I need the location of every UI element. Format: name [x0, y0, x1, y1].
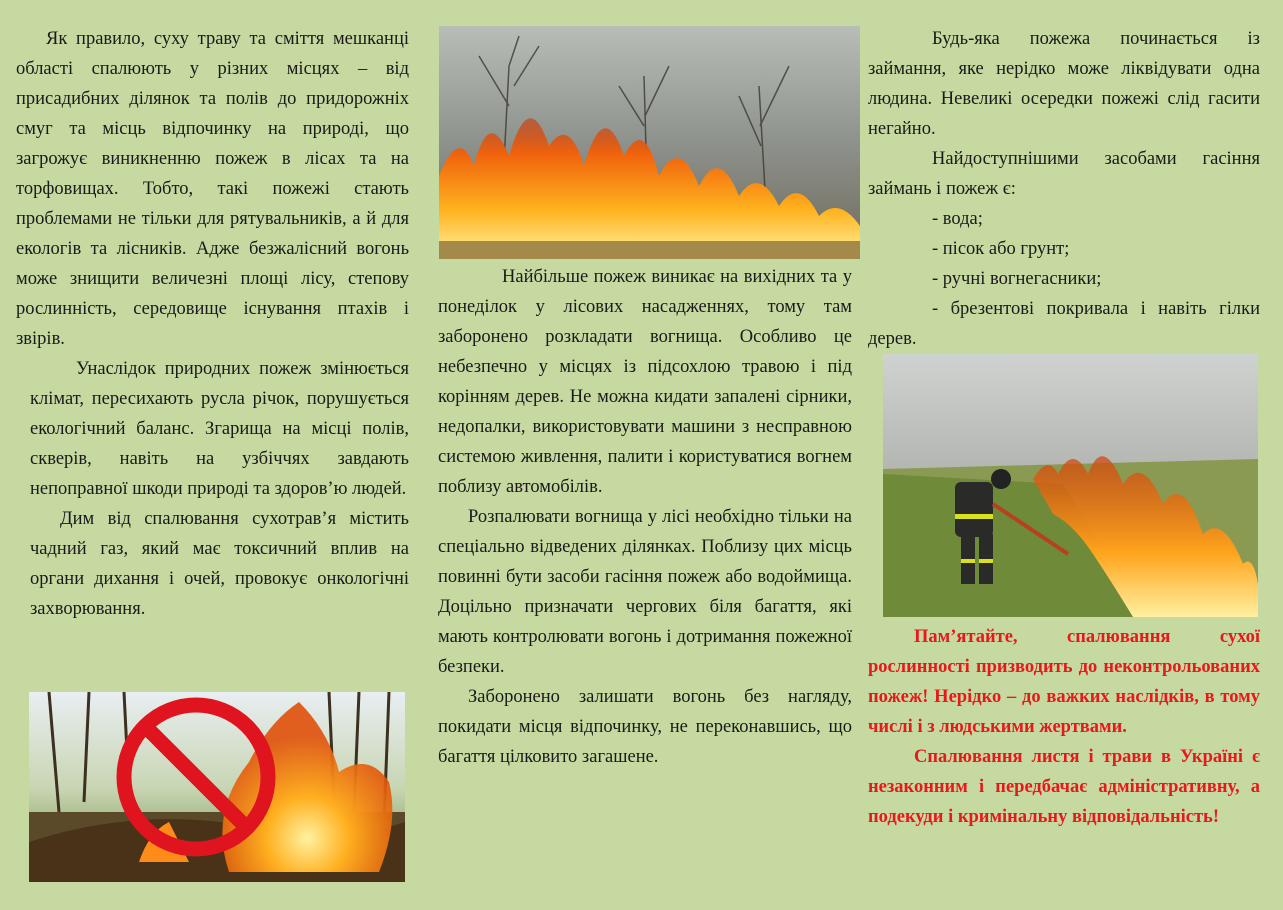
column2-paragraph-2: Розпалювати вогнища у лісі необхідно тільки на спеціально відведених ділянках. Поблизу цих місць повинні бути засоби гасіння пожеж або водоймища. Доцільно призначати чергових біля багаття, які мають контролювати вогонь і дотримання пожежної безпеки. — [438, 507, 852, 677]
column-1 — [16, 24, 409, 624]
no-burning-sign-photo — [29, 692, 405, 882]
column1-paragraph-2: Унаслідок природних пожеж змінюється клімат, пересихають русла річок, порушується екологічний баланс. Згарища на місці полів, скверів, навіть на узбіччях завдають непоправної шкоди природі та здоров’ю людей. — [30, 359, 409, 499]
bullet-item: - ручні вогнегасники; — [932, 269, 1102, 289]
column2-paragraph-3: Заборонено залишати вогонь без нагляду, покидати місця відпочинку, не переконавшись, що багаття цілковито загашене. — [438, 687, 852, 767]
warning-paragraph-1: Пам’ятайте, спалювання сухої рослинності призводить до неконтрольованих пожеж! Нерідко – до важких наслідків, в тому числі і з людськими жертвами. — [868, 627, 1260, 737]
column1-paragraph-1: Як правило, суху траву та сміття мешканці області спалюють у різних місцях – від присадибних ділянок та полів до придорожніх смуг та місць відпочинку на природі, що загрожує виникненню пожеж в лісах та на торфовищах. Тобто, такі пожежі стають проблемами не тільки для рятувальників, а й для екологів та лісників. Адже безжалісний вогонь може знищити величезні площі лісу, степову рослинність, середовище існування птахів і звірів. — [16, 29, 409, 349]
column3-paragraph-1: Будь-яка пожежа починається із займання, яке нерідко може ліквідувати одна людина. Невеликі осередки пожежі слід гасити негайно. — [868, 29, 1260, 139]
bullet-item: - пісок або грунт; — [932, 239, 1070, 259]
grass-fire-photo — [439, 26, 860, 259]
column-3 — [868, 24, 1260, 354]
warning-paragraph-2: Спалювання листя і трави в Україні є незаконним і передбачає адміністративну, а подекуди і кримінальну відповідальність! — [868, 747, 1260, 827]
bullet-item: - брезентові покривала і навіть гілки дерев. — [868, 299, 1260, 349]
bullet-item: - вода; — [932, 209, 983, 229]
column1-paragraph-3: Дим від спалювання сухотрав’я містить чадний газ, який має токсичний вплив на органи дихання і очей, провокує онкологічні захворювання. — [30, 509, 409, 619]
column-2 — [438, 262, 852, 772]
column3-paragraph-2: Найдоступнішими засобами гасіння займань і пожеж є: — [868, 149, 1260, 199]
column2-paragraph-1: Найбільше пожеж виникає на вихідних та у понеділок у лісових насадженнях, тому там заборонено розкладати вогнища. Особливо це небезпечно у місцях із підсохлою травою і під корінням дерев. Не можна кидати запалені сірники, недопалки, використовувати машини з несправною системою живлення, палити і користуватися вогнем поблизу автомобілів. — [438, 267, 852, 497]
firefighter-photo — [883, 354, 1258, 617]
warning-block — [868, 622, 1260, 832]
